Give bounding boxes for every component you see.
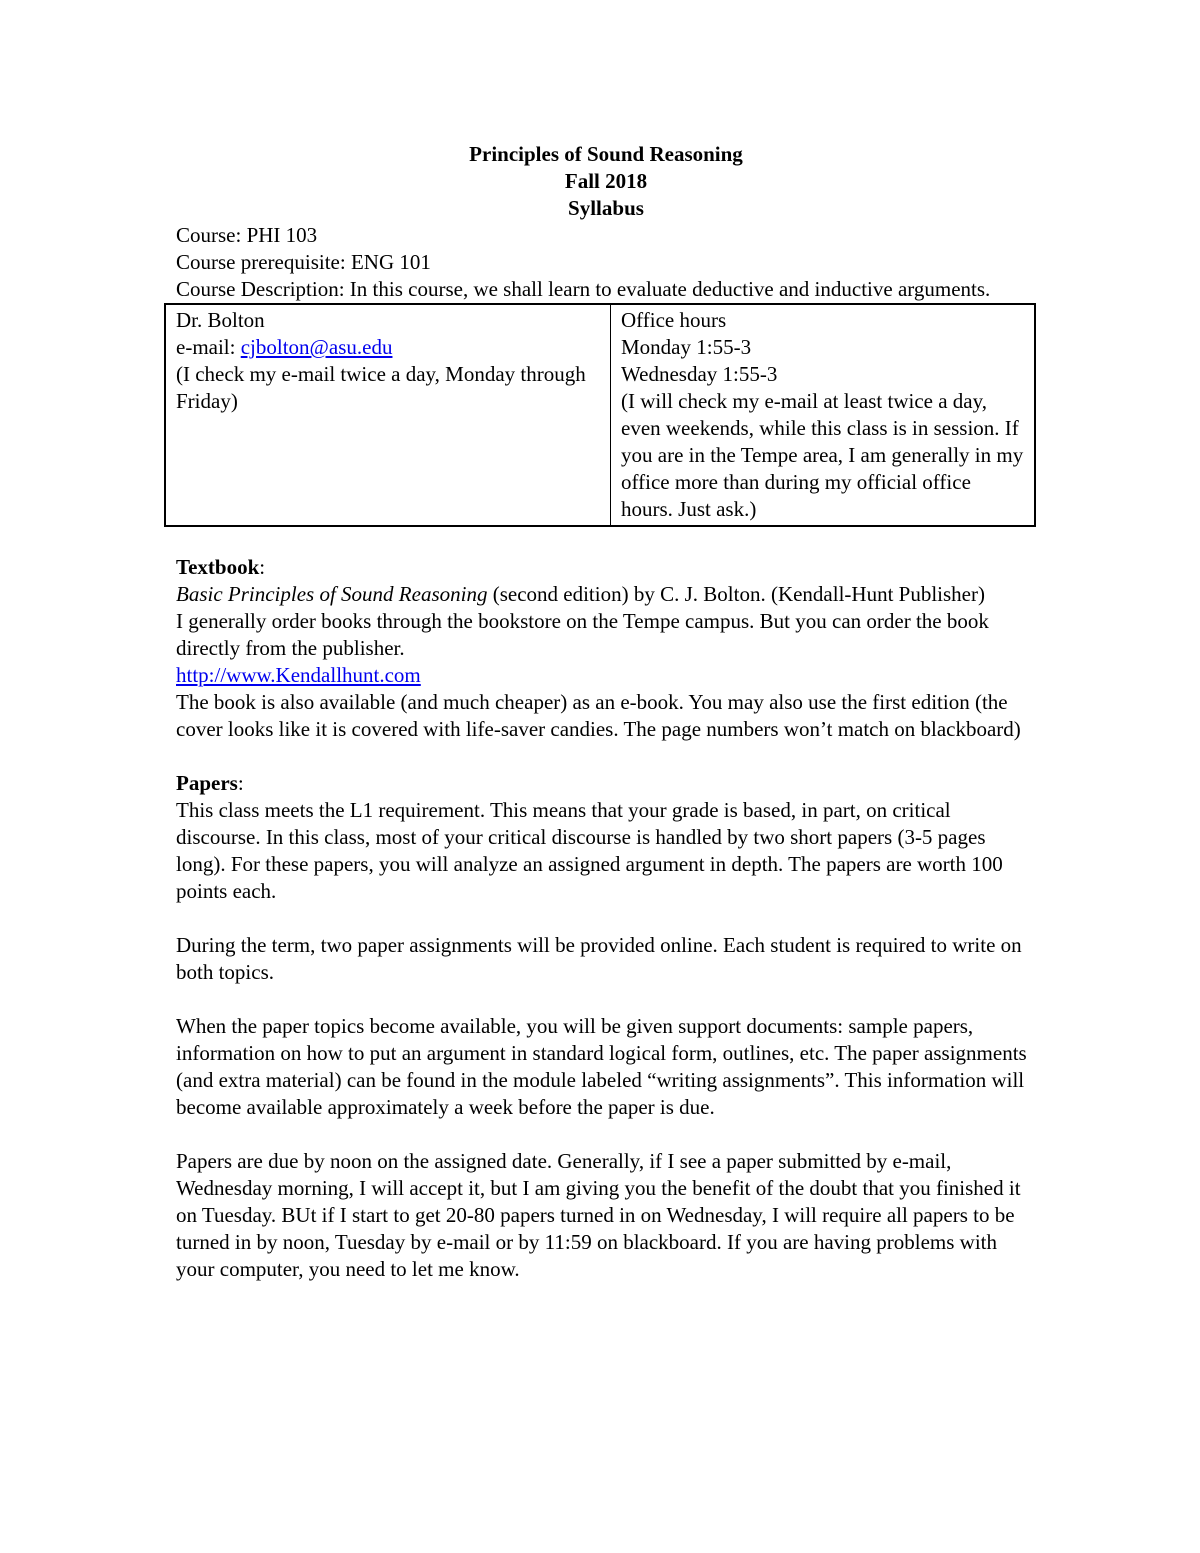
title-block [176,141,1036,222]
textbook-heading-line: Textbook: [176,555,266,579]
term: Fall 2018 [564,169,648,193]
spacer [176,905,1036,932]
papers-paragraph-4: Papers are due by noon on the assigned date. Generally, if I see a paper submitted by e-mail, Wednesday morning, I will accept it, but I am giving you the benefit of the doubt that you finished it on Tuesday. BUt if I start to get 20-80 papers turned in on Wednesday, I will require all papers to be turned in by noon, Tuesday by e-mail or by 11:59 on blackboard. If you are having problems with your computer, you need to let me know. [176,1149,1021,1281]
course-description: Course Description: In this course, we shall learn to evaluate deductive and inductive arguments. [176,277,991,301]
spacer [176,986,1036,1013]
textbook-section [176,554,1036,743]
instructor-cell [165,304,611,526]
spacer [176,527,1036,554]
spacer [176,743,1036,770]
instructor-name: Dr. Bolton [176,308,265,332]
doc-type: Syllabus [568,196,644,220]
office-hours-monday: Monday 1:55-3 [621,335,752,359]
papers-paragraph-1: This class meets the L1 requirement. This means that your grade is based, in part, on critical discourse. In this class, most of your critical discourse is handled by two short papers (3-5 pages long). For these papers, you will analyze an assigned argument in depth. The papers are worth 100 points each. [176,798,1003,903]
contact-table [164,303,1036,527]
textbook-ordering: I generally order books through the bookstore on the Tempe campus. But you can order the book directly from the publisher. [176,609,989,660]
office-hours-title: Office hours [621,308,727,332]
papers-paragraph-2: During the term, two paper assignments will be provided online. Each student is required to write on both topics. [176,933,1022,984]
document-body [176,141,1036,1283]
email-line [176,334,602,361]
course-prerequisite: Course prerequisite: ENG 101 [176,250,431,274]
office-hours-wednesday: Wednesday 1:55-3 [621,362,778,386]
email-note: (I check my e-mail twice a day, Monday through Friday) [176,362,586,413]
papers-heading-line: Papers: [176,771,244,795]
course-title: Principles of Sound Reasoning [469,142,743,166]
book-title: Basic Principles of Sound Reasoning [176,582,488,606]
publisher-link[interactable]: http://www.Kendallhunt.com [176,663,421,687]
papers-section [176,770,1036,1283]
textbook-citation [176,581,1036,608]
textbook-ebook: The book is also available (and much cheaper) as an e-book. You may also use the first edition (the cover looks like it is covered with life-saver candies. The page numbers won’t match on blackboard) [176,690,1021,741]
email-label: e-mail: [176,335,241,359]
papers-paragraph-3: When the paper topics become available, you will be given support documents: sample papers, information on how to put an argument in standard logical form, outlines, etc. The paper assignments (and extra material) can be found in the module labeled “writing assignments”. This information will become available approximately a week before the paper is due. [176,1014,1027,1119]
office-hours-note: (I will check my e-mail at least twice a day, even weekends, while this class is in session. If you are in the Tempe area, I am generally in my office more than during my official office hours. Just ask.) [621,389,1024,521]
office-hours-cell [611,304,1036,526]
email-link[interactable]: cjbolton@asu.edu [240,335,393,359]
book-details: (second edition) by C. J. Bolton. (Kendall-Hunt Publisher) [487,582,985,606]
textbook-heading: Textbook [176,555,260,579]
course-code: Course: PHI 103 [176,223,318,247]
papers-heading: Papers [176,771,238,795]
spacer [176,1121,1036,1148]
